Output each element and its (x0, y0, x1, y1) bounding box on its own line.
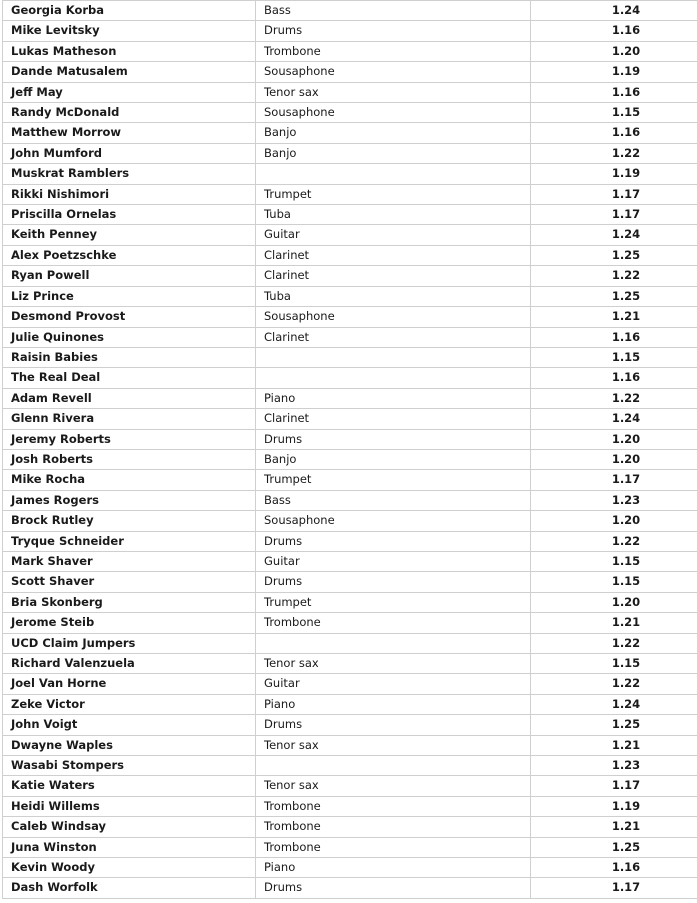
value-cell: 1.16 (531, 327, 697, 347)
value-cell: 1.22 (531, 674, 697, 694)
musician-name-cell: Wasabi Stompers (3, 756, 256, 776)
musician-name-cell: Jeff May (3, 82, 256, 102)
musician-name-cell: Josh Roberts (3, 449, 256, 469)
value-cell: 1.20 (531, 449, 697, 469)
value-cell: 1.16 (531, 858, 697, 878)
instrument-cell: Bass (256, 490, 531, 510)
instrument-cell: Tuba (256, 286, 531, 306)
musician-name-cell: Kevin Woody (3, 858, 256, 878)
value-cell: 1.20 (531, 511, 697, 531)
musician-name-cell: Mike Rocha (3, 470, 256, 490)
musician-name-cell: Caleb Windsay (3, 817, 256, 837)
musician-name-cell: Jerome Steib (3, 613, 256, 633)
musician-table-container (2, 0, 694, 899)
instrument-cell: Banjo (256, 449, 531, 469)
instrument-cell: Piano (256, 388, 531, 408)
table-row (3, 266, 697, 286)
table-row (3, 715, 697, 735)
table-row (3, 490, 697, 510)
musician-table (2, 0, 697, 899)
instrument-cell: Drums (256, 572, 531, 592)
value-cell: 1.15 (531, 347, 697, 367)
musician-name-cell: The Real Deal (3, 368, 256, 388)
table-row (3, 62, 697, 82)
musician-name-cell: Alex Poetzschke (3, 245, 256, 265)
value-cell: 1.22 (531, 633, 697, 653)
value-cell: 1.15 (531, 103, 697, 123)
value-cell: 1.16 (531, 368, 697, 388)
instrument-cell: Bass (256, 1, 531, 21)
musician-name-cell: Tryque Schneider (3, 531, 256, 551)
table-row (3, 551, 697, 571)
value-cell: 1.15 (531, 572, 697, 592)
table-row (3, 368, 697, 388)
musician-name-cell: Dash Worfolk (3, 878, 256, 898)
table-row (3, 449, 697, 469)
musician-name-cell: Bria Skonberg (3, 592, 256, 612)
table-row (3, 347, 697, 367)
musician-name-cell: Jeremy Roberts (3, 429, 256, 449)
instrument-cell (256, 164, 531, 184)
value-cell: 1.15 (531, 654, 697, 674)
table-row (3, 511, 697, 531)
instrument-cell: Tenor sax (256, 82, 531, 102)
value-cell: 1.15 (531, 551, 697, 571)
musician-name-cell: Dwayne Waples (3, 735, 256, 755)
value-cell: 1.24 (531, 225, 697, 245)
value-cell: 1.21 (531, 735, 697, 755)
instrument-cell: Piano (256, 694, 531, 714)
musician-name-cell: Richard Valenzuela (3, 654, 256, 674)
value-cell: 1.17 (531, 470, 697, 490)
table-row (3, 123, 697, 143)
instrument-cell: Clarinet (256, 409, 531, 429)
value-cell: 1.17 (531, 184, 697, 204)
musician-name-cell: Desmond Provost (3, 307, 256, 327)
table-row (3, 103, 697, 123)
instrument-cell: Sousaphone (256, 103, 531, 123)
table-row (3, 796, 697, 816)
instrument-cell: Banjo (256, 143, 531, 163)
table-row (3, 613, 697, 633)
table-row (3, 694, 697, 714)
table-row (3, 82, 697, 102)
table-row (3, 837, 697, 857)
musician-name-cell: Brock Rutley (3, 511, 256, 531)
musician-name-cell: Liz Prince (3, 286, 256, 306)
value-cell: 1.25 (531, 286, 697, 306)
instrument-cell: Trumpet (256, 470, 531, 490)
value-cell: 1.24 (531, 694, 697, 714)
table-row (3, 164, 697, 184)
musician-name-cell: Lukas Matheson (3, 41, 256, 61)
instrument-cell (256, 368, 531, 388)
value-cell: 1.24 (531, 409, 697, 429)
value-cell: 1.22 (531, 143, 697, 163)
instrument-cell: Clarinet (256, 266, 531, 286)
musician-name-cell: Georgia Korba (3, 1, 256, 21)
musician-name-cell: Dande Matusalem (3, 62, 256, 82)
table-row (3, 1, 697, 21)
value-cell: 1.22 (531, 266, 697, 286)
instrument-cell: Banjo (256, 123, 531, 143)
value-cell: 1.20 (531, 592, 697, 612)
musician-name-cell: UCD Claim Jumpers (3, 633, 256, 653)
musician-name-cell: Mark Shaver (3, 551, 256, 571)
table-row (3, 878, 697, 898)
instrument-cell: Trombone (256, 41, 531, 61)
instrument-cell: Sousaphone (256, 307, 531, 327)
table-row (3, 572, 697, 592)
table-row (3, 531, 697, 551)
instrument-cell: Tenor sax (256, 776, 531, 796)
table-row (3, 307, 697, 327)
table-row (3, 225, 697, 245)
instrument-cell: Drums (256, 715, 531, 735)
instrument-cell: Trumpet (256, 184, 531, 204)
instrument-cell: Guitar (256, 225, 531, 245)
value-cell: 1.17 (531, 776, 697, 796)
instrument-cell (256, 347, 531, 367)
value-cell: 1.21 (531, 817, 697, 837)
musician-name-cell: Randy McDonald (3, 103, 256, 123)
table-row (3, 21, 697, 41)
instrument-cell: Tuba (256, 205, 531, 225)
musician-name-cell: Joel Van Horne (3, 674, 256, 694)
value-cell: 1.16 (531, 21, 697, 41)
musician-name-cell: John Voigt (3, 715, 256, 735)
instrument-cell: Sousaphone (256, 62, 531, 82)
table-row (3, 735, 697, 755)
table-row (3, 654, 697, 674)
instrument-cell: Piano (256, 858, 531, 878)
table-row (3, 409, 697, 429)
instrument-cell (256, 633, 531, 653)
instrument-cell: Tenor sax (256, 654, 531, 674)
instrument-cell: Trombone (256, 837, 531, 857)
musician-name-cell: Heidi Willems (3, 796, 256, 816)
table-row (3, 429, 697, 449)
instrument-cell: Clarinet (256, 327, 531, 347)
value-cell: 1.23 (531, 490, 697, 510)
value-cell: 1.16 (531, 123, 697, 143)
instrument-cell: Trombone (256, 796, 531, 816)
table-row (3, 184, 697, 204)
musician-name-cell: John Mumford (3, 143, 256, 163)
value-cell: 1.17 (531, 878, 697, 898)
instrument-cell (256, 756, 531, 776)
musician-name-cell: Scott Shaver (3, 572, 256, 592)
musician-name-cell: Raisin Babies (3, 347, 256, 367)
value-cell: 1.22 (531, 531, 697, 551)
value-cell: 1.20 (531, 429, 697, 449)
table-row (3, 674, 697, 694)
musician-name-cell: James Rogers (3, 490, 256, 510)
table-row (3, 858, 697, 878)
musician-name-cell: Rikki Nishimori (3, 184, 256, 204)
value-cell: 1.23 (531, 756, 697, 776)
value-cell: 1.22 (531, 388, 697, 408)
musician-name-cell: Adam Revell (3, 388, 256, 408)
value-cell: 1.24 (531, 1, 697, 21)
value-cell: 1.25 (531, 837, 697, 857)
instrument-cell: Drums (256, 878, 531, 898)
musician-name-cell: Keith Penney (3, 225, 256, 245)
table-row (3, 817, 697, 837)
instrument-cell: Trumpet (256, 592, 531, 612)
value-cell: 1.19 (531, 796, 697, 816)
instrument-cell: Guitar (256, 674, 531, 694)
instrument-cell: Tenor sax (256, 735, 531, 755)
value-cell: 1.25 (531, 245, 697, 265)
musician-name-cell: Zeke Victor (3, 694, 256, 714)
table-row (3, 388, 697, 408)
musician-name-cell: Muskrat Ramblers (3, 164, 256, 184)
value-cell: 1.17 (531, 205, 697, 225)
value-cell: 1.21 (531, 613, 697, 633)
table-row (3, 205, 697, 225)
musician-name-cell: Juna Winston (3, 837, 256, 857)
table-row (3, 245, 697, 265)
musician-name-cell: Julie Quinones (3, 327, 256, 347)
table-row (3, 756, 697, 776)
musician-name-cell: Priscilla Ornelas (3, 205, 256, 225)
instrument-cell: Sousaphone (256, 511, 531, 531)
musician-name-cell: Katie Waters (3, 776, 256, 796)
instrument-cell: Trombone (256, 817, 531, 837)
table-row (3, 143, 697, 163)
instrument-cell: Guitar (256, 551, 531, 571)
instrument-cell: Drums (256, 21, 531, 41)
table-row (3, 41, 697, 61)
table-row (3, 776, 697, 796)
instrument-cell: Drums (256, 531, 531, 551)
value-cell: 1.21 (531, 307, 697, 327)
table-row (3, 592, 697, 612)
value-cell: 1.16 (531, 82, 697, 102)
musician-name-cell: Ryan Powell (3, 266, 256, 286)
value-cell: 1.20 (531, 41, 697, 61)
value-cell: 1.25 (531, 715, 697, 735)
table-row (3, 327, 697, 347)
table-row (3, 633, 697, 653)
table-body (3, 1, 697, 899)
table-row (3, 470, 697, 490)
musician-name-cell: Matthew Morrow (3, 123, 256, 143)
value-cell: 1.19 (531, 62, 697, 82)
instrument-cell: Drums (256, 429, 531, 449)
musician-name-cell: Glenn Rivera (3, 409, 256, 429)
musician-name-cell: Mike Levitsky (3, 21, 256, 41)
instrument-cell: Clarinet (256, 245, 531, 265)
table-row (3, 286, 697, 306)
instrument-cell: Trombone (256, 613, 531, 633)
value-cell: 1.19 (531, 164, 697, 184)
